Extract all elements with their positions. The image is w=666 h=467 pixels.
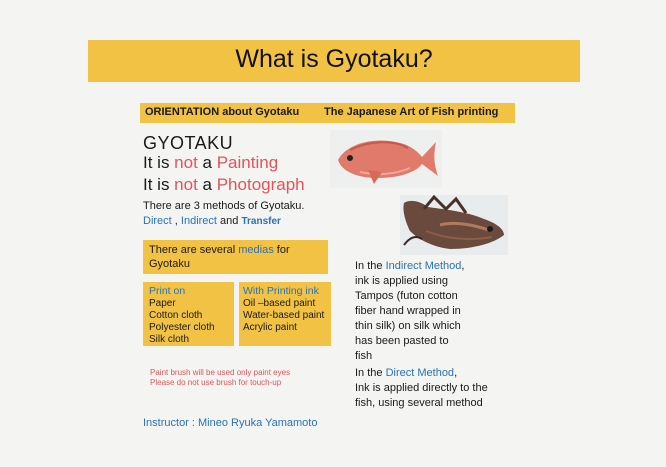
line1-word: Painting — [216, 153, 279, 172]
method-indirect: Indirect — [180, 215, 217, 227]
title-bar — [88, 40, 580, 82]
medias-highlight: medias — [238, 244, 274, 256]
method-direct: Direct — [143, 215, 172, 227]
printing-ink-box — [239, 282, 331, 346]
print-on-box — [143, 282, 234, 346]
printing-ink-item: Water-based paint — [243, 310, 325, 321]
medias-line2: Gyotaku — [149, 258, 190, 270]
gyotaku-heading: GYOTAKU — [143, 133, 234, 153]
printing-ink-item: Acrylic paint — [243, 322, 297, 333]
red-fish-print-image — [330, 130, 442, 188]
printing-ink-item: Oil –based paint — [243, 298, 316, 309]
indirect-line: Tampos (futon cotton — [355, 290, 458, 302]
printing-ink-heading: With Printing ink — [243, 285, 319, 297]
methods-list — [143, 215, 281, 227]
indirect-line: thin silk) on silk which — [355, 320, 461, 332]
print-on-item: Cotton cloth — [149, 310, 203, 321]
instructor-credit: Instructor : Mineo Ryuka Yamamoto — [143, 417, 318, 429]
methods-intro: There are 3 methods of Gyotaku. — [143, 200, 305, 212]
direct-method-label: Direct Method — [385, 367, 455, 379]
indirect-line: has been pasted to — [355, 335, 449, 347]
method-and: and — [216, 215, 242, 227]
print-on-item: Paper — [149, 298, 176, 309]
print-on-item: Silk cloth — [149, 334, 190, 345]
print-on-item: Polyester cloth — [149, 322, 215, 333]
line2-word: Photograph — [216, 175, 305, 194]
indirect-line: fish — [355, 350, 373, 362]
indirect-line: fiber hand wrapped in — [355, 305, 461, 317]
medias-prefix: There are several — [149, 244, 239, 256]
subtitle-bar — [140, 103, 515, 123]
not-photograph-line — [143, 175, 305, 195]
medias-box — [143, 240, 328, 274]
subtitle-right: The Japanese Art of Fish printing — [324, 106, 499, 118]
note-line: Please do not use brush for touch-up — [150, 378, 282, 387]
page-title: What is Gyotaku? — [235, 45, 433, 73]
line2-not: not — [174, 175, 198, 194]
medias-suffix: for — [273, 244, 290, 256]
direct-first-line: In the Direct Method, — [355, 367, 458, 379]
print-on-heading: Print on — [149, 285, 186, 297]
direct-prefix: In the — [355, 367, 386, 379]
note-line: Paint brush will be used only paint eyes — [150, 368, 291, 377]
line2-prefix: It is — [143, 175, 175, 194]
indirect-method-text — [355, 259, 515, 364]
direct-line: Ink is applied directly to the — [355, 382, 488, 394]
line2-a: a — [197, 175, 217, 194]
indirect-method-label: Indirect Method — [385, 260, 462, 272]
direct-line: fish, using several method — [355, 397, 483, 409]
method-sep: , — [171, 215, 181, 227]
indirect-prefix: In the — [355, 260, 386, 272]
indirect-line: ink is applied using — [355, 275, 448, 287]
line1-a: a — [197, 153, 217, 172]
direct-method-text — [355, 366, 515, 411]
line1-prefix: It is — [143, 153, 175, 172]
subtitle-left: ORIENTATION about Gyotaku — [145, 106, 300, 118]
indirect-first-line: In the Indirect Method, — [355, 260, 465, 272]
dark-fish-print-image — [400, 195, 508, 255]
method-transfer: Transfer — [241, 216, 281, 227]
brush-notes — [150, 368, 290, 388]
line1-not: not — [174, 153, 198, 172]
not-painting-line — [143, 153, 278, 173]
